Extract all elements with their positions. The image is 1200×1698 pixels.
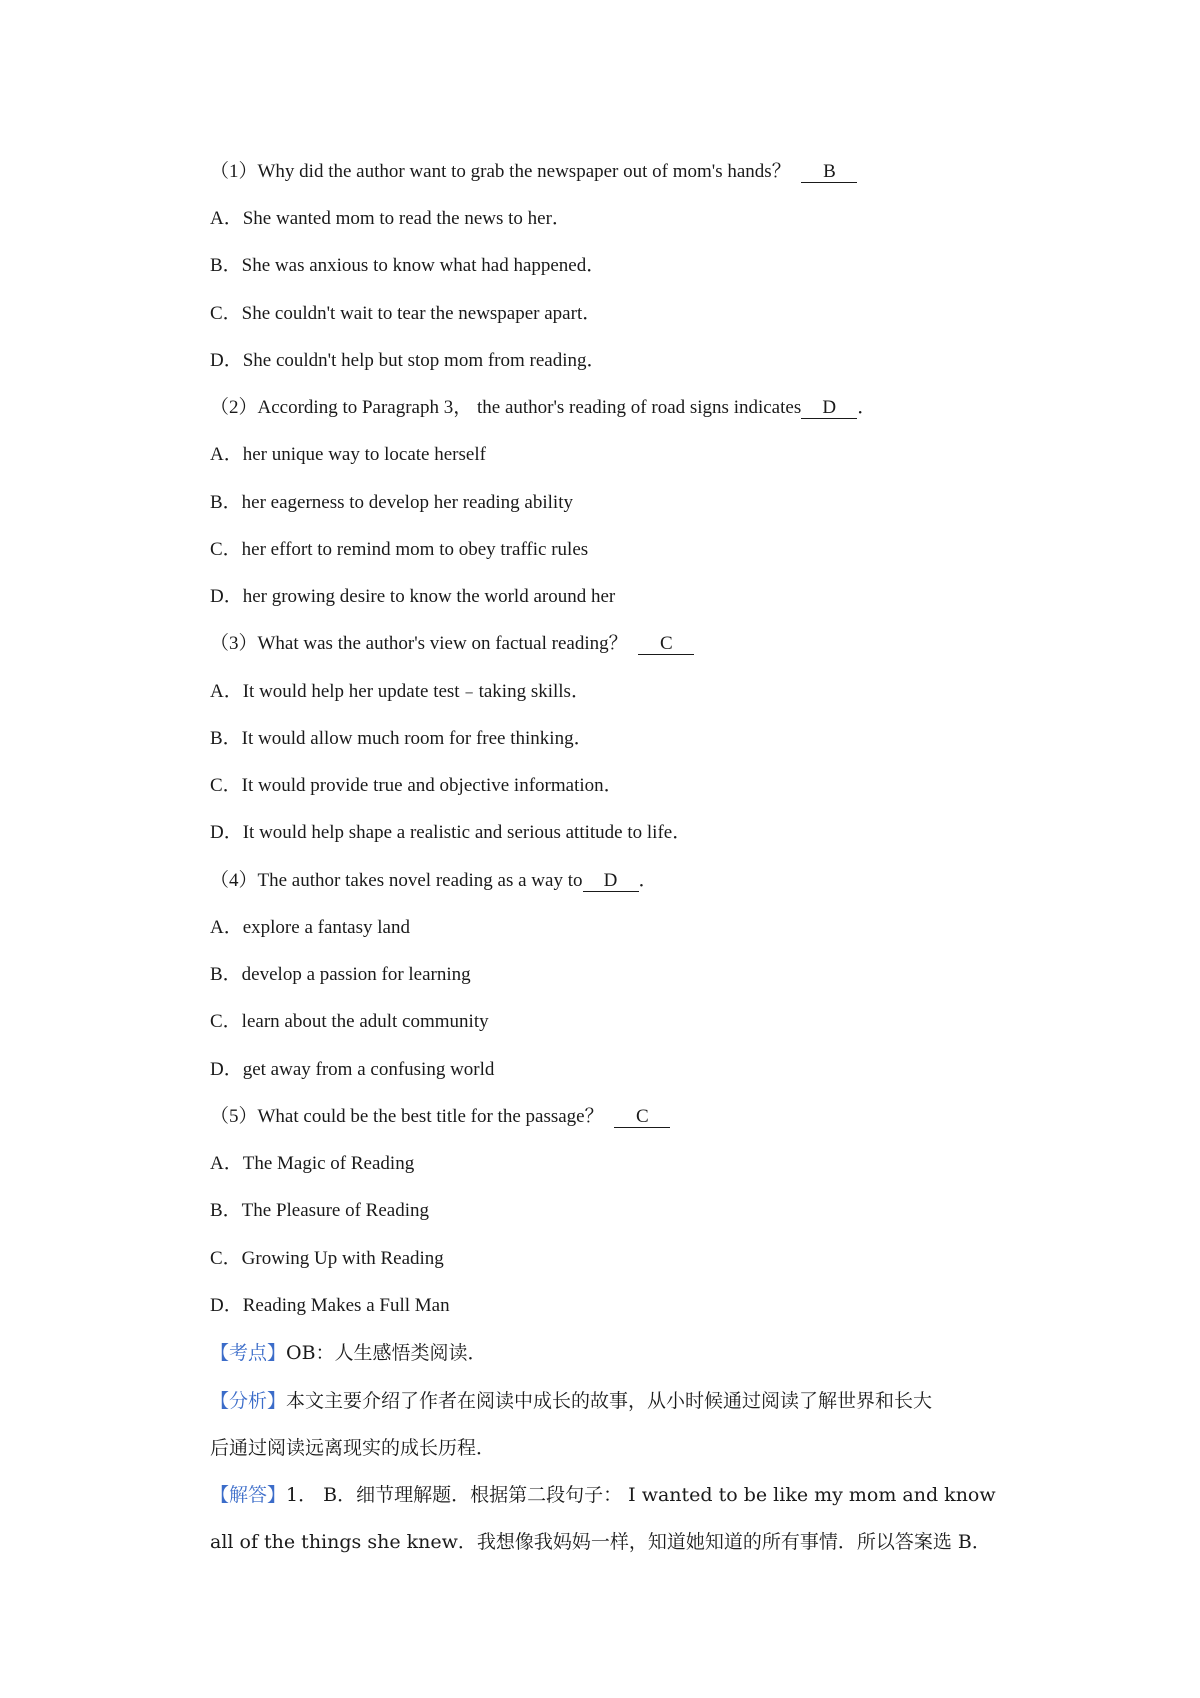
answer-blank: D [583,871,639,892]
answer-blank: C [638,634,694,655]
question-4-option-c: C．learn about the adult community [210,1011,489,1032]
fenxi-section [210,1389,932,1413]
question-5-stem [210,1105,670,1129]
question-5-option-a: A．The Magic of Reading [210,1153,415,1174]
question-3-option-c: C．It would provide true and objective information． [210,775,623,796]
question-5-option-b: B．The Pleasure of Reading [210,1200,429,1221]
fenxi-tag: 【分析】 [210,1390,287,1412]
answer-blank: D [801,398,857,419]
question-1-stem [210,160,857,184]
answer-blank: C [614,1107,670,1128]
question-stem-text: （5）What could be the best title for the passage？ [210,1106,604,1127]
question-stem-text: （4）The author takes novel reading as a way to [210,870,583,891]
question-4-option-a: A．explore a fantasy land [210,917,410,938]
question-3-option-b: B．It would allow much room for free thinking． [210,728,593,749]
jieda-section [210,1483,996,1507]
question-2-option-a: A．her unique way to locate herself [210,444,486,465]
kaodian-section [210,1341,487,1365]
question-2-option-d: D．her growing desire to know the world around her [210,586,616,607]
question-4-stem [210,869,658,893]
fenxi-line-2: 后通过阅读远离现实的成长历程． [210,1437,496,1459]
kaodian-tag: 【考点】 [210,1342,287,1364]
question-2-option-c: C．her effort to remind mom to obey traffic rules [210,539,589,560]
question-4-option-b: B．develop a passion for learning [210,964,471,985]
question-5-option-d: D．Reading Makes a Full Man [210,1295,450,1316]
question-3-option-a: A．It would help her update test﹣taking skills． [210,681,590,702]
question-2-stem [210,396,876,420]
question-stem-text: （2）According to Paragraph 3， the author's reading of road signs indicates [210,397,802,418]
question-1-option-a: A．She wanted mom to read the news to her． [210,208,571,229]
kaodian-text: OB：人生感悟类阅读． [286,1342,487,1364]
question-3-stem [210,632,694,656]
question-1-option-b: B．She was anxious to know what had happened． [210,255,606,276]
jieda-line-2: all of the things she knew．我想像我妈妈一样，知道她知道的所有事情．所以答案选 B． [210,1531,991,1553]
question-stem-text: （3）What was the author's view on factual reading？ [210,633,628,654]
stem-end-punct: ． [857,397,877,418]
jieda-line-1: 1． B．细节理解题．根据第二段句子： I wanted to be like my mom and know [286,1484,996,1506]
jieda-tag: 【解答】 [210,1484,287,1506]
question-3-option-d: D．It would help shape a realistic and serious attitude to life． [210,822,692,843]
question-stem-text: （1）Why did the author want to grab the newspaper out of mom's hands？ [210,161,791,182]
fenxi-line-1: 本文主要介绍了作者在阅读中成长的故事，从小时候通过阅读了解世界和长大 [286,1390,933,1412]
answer-blank: B [801,162,857,183]
question-4-option-d: D．get away from a confusing world [210,1059,495,1080]
stem-end-punct: ． [638,870,658,891]
question-1-option-c: C．She couldn't wait to tear the newspaper apart． [210,303,602,324]
question-5-option-c: C．Growing Up with Reading [210,1248,444,1269]
question-2-option-b: B．her eagerness to develop her reading ability [210,492,573,513]
question-1-option-d: D．She couldn't help but stop mom from reading． [210,350,606,371]
